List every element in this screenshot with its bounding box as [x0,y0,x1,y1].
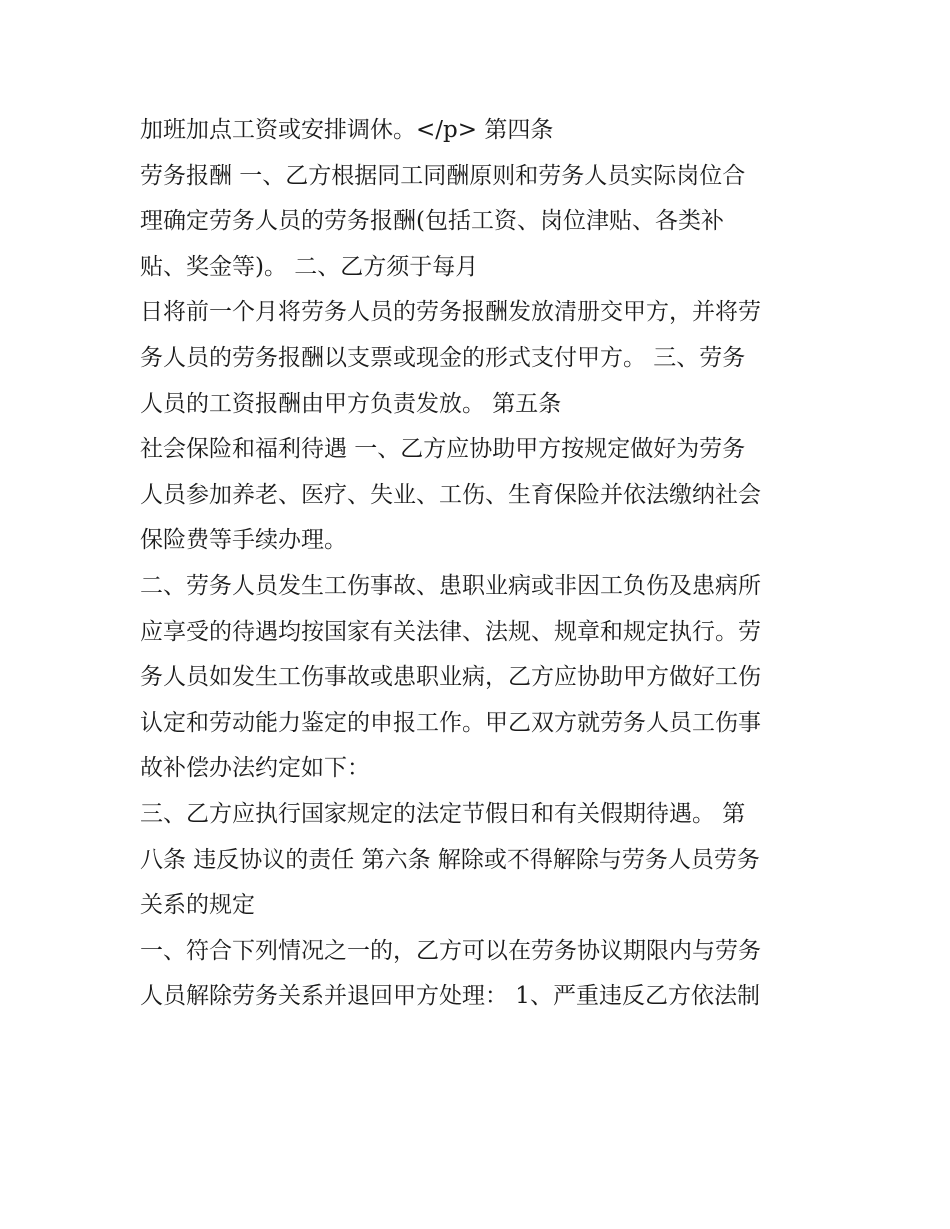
text-line: 人员解除劳务关系并退回甲方处理： 1、严重违反乙方依法制 [140,983,760,1010]
text-line: 故补偿办法约定如下： [140,755,370,782]
text-line: 加班加点工资或安排调休。</p> 第四条 [140,117,554,143]
text-line: 社会保险和福利待遇 一、乙方应协助甲方按规定做好为劳务 [140,436,746,463]
text-line: 保险费等手续办理。 [140,527,347,554]
text-line: 八条 违反协议的责任 第六条 解除或不得解除与劳务人员劳务 [140,846,760,873]
text-line: 应享受的待遇均按国家有关法律、法规、规章和规定执行。劳 [140,618,761,645]
text-line: 人员参加养老、医疗、失业、工伤、生育保险并依法缴纳社会 [140,481,761,508]
text-line: 二、劳务人员发生工伤事故、患职业病或非因工负伤及患病所 [140,572,761,599]
text-line: 人员的工资报酬由甲方负责发放。 第五条 [140,390,562,417]
text-line: 务人员的劳务报酬以支票或现金的形式支付甲方。 三、劳务 [140,344,746,371]
text-line: 一、符合下列情况之一的，乙方可以在劳务协议期限内与劳务 [140,937,761,964]
text-line: 关系的规定 [140,892,255,919]
text-line: 三、乙方应执行国家规定的法定节假日和有关假期待遇。 第 [140,800,746,827]
text-line: 务人员如发生工伤事故或患职业病，乙方应协助甲方做好工伤 [140,664,761,691]
document-body [140,108,820,1020]
text-line: 劳务报酬 一、乙方根据同工同酬原则和劳务人员实际岗位合 [140,162,746,189]
text-line: 日将前一个月将劳务人员的劳务报酬发放清册交甲方，并将劳 [140,299,761,326]
text-line: 认定和劳动能力鉴定的申报工作。甲乙双方就劳务人员工伤事 [140,709,761,736]
text-line: 贴、奖金等)。 二、乙方须于每月 [140,253,479,280]
text-line: 理确定劳务人员的劳务报酬(包括工资、岗位津贴、各类补 [140,208,724,235]
